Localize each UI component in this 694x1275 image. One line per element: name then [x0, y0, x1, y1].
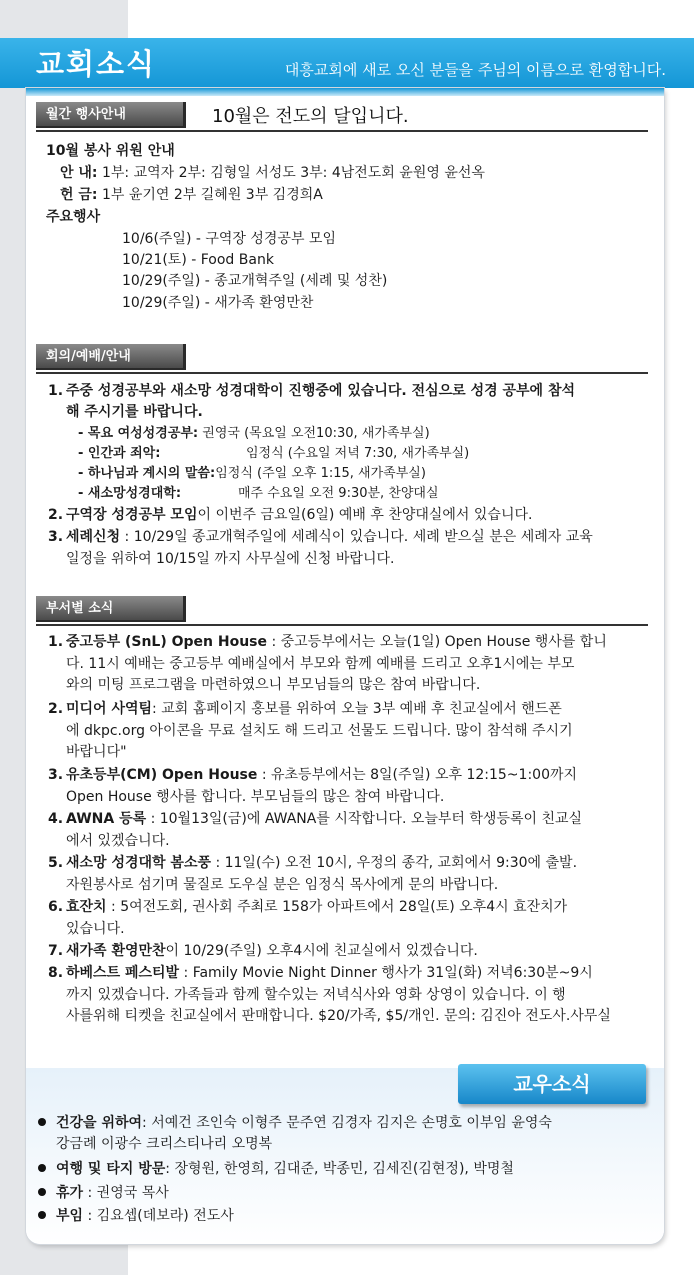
dept-news-item: 6. 효잔치 : 5여전도회, 권사회 주최로 158가 아파트에서 28일(토) 오후4시 효잔치가 [48, 899, 568, 915]
monthly-section-header [36, 102, 648, 130]
dept-news-item-cont: 자원봉사로 섬기며 물질로 도우실 분은 임정식 목사에게 문의 바랍니다. [66, 876, 499, 893]
dept-news-item: 8. 하베스트 페스티발 : Family Movie Night Dinner 행사가 31일(화) 저녁6:30분~9시 [48, 965, 593, 981]
dept-news-item-cont: 까지 있겠습니다. 가족들과 함께 할수있는 저녁식사와 영화 상영이 있습니다. 이 행 [66, 986, 566, 1003]
event-item: 10/29(주일) - 새가족 환영만찬 [122, 295, 314, 311]
study-sub-item: - 인간과 죄악: 임정식 (수요일 저녁 7:30, 새가족부실) [78, 446, 470, 461]
dept-news-item-cont: 바랍니다" [66, 744, 127, 760]
dept-news-item-cont: 있습니다. [66, 920, 125, 937]
usher-row [60, 162, 485, 182]
meeting-tab: 회의/예배/안내 [36, 344, 186, 370]
dept-news-item: 7. 새가족 환영만찬이 10/29(주일) 오후4시에 친교실에서 있겠습니다. [48, 943, 478, 959]
dept-news-item: 2. 미디어 사역팀: 교회 홈페이지 홍보를 위하여 오늘 3부 예배 후 친교실에서 핸드폰 [48, 701, 562, 717]
bullet-icon [38, 1118, 46, 1126]
dept-news-item: 4. AWNA 등록 : 10월13일(금)에 AWANA를 시작합니다. 오늘부터 학생등록이 친교실 [48, 811, 583, 827]
section-divider [36, 130, 648, 132]
offering-text: 1부 윤기연 2부 길혜원 3부 김경희A [101, 187, 323, 203]
bullet-icon [38, 1164, 46, 1172]
header-banner [0, 38, 694, 88]
monthly-headline: 10월은 전도의 달입니다. [212, 106, 409, 127]
welcome-subtitle: 대흥교회에 새로 오신 분들을 주님의 이름으로 환영합니다. [284, 61, 666, 79]
dept-news-item-cont: 다. 11시 예배는 중고등부 예배실에서 부모와 함께 예배를 드리고 오후1시에는 부모 [66, 655, 575, 672]
event-item: 10/6(주일) - 구역장 성경공부 모임 [122, 231, 336, 247]
news-card [26, 88, 664, 1244]
dept-news-item: 1. 중고등부 (SnL) Open House : 중고등부에서는 오늘(1일) Open House 행사를 합니 [48, 634, 607, 650]
events-title: 주요행사 [46, 209, 101, 225]
member-news-item: 부임 : 김요셉(데보라) 전도사 [38, 1205, 234, 1225]
card-top-bar [26, 88, 664, 96]
dept-news-item-cont: 에서 있겠습니다. [66, 832, 170, 849]
member-news-item-cont: 강금례 이광수 크리스티나리 오명복 [56, 1136, 273, 1152]
meeting-item-3: 3. 세례신청 : 10/29일 종교개혁주일에 세례식이 있습니다. 세례 받으실 분은 세례자 교육 [48, 529, 593, 545]
page-title: 교회소식 [36, 47, 157, 81]
study-sub-item: - 새소망성경대학: 매주 수요일 오전 9:30분, 찬양대실 [78, 486, 439, 501]
bullet-icon [38, 1211, 46, 1219]
offering-label: 헌 금: [60, 187, 98, 203]
study-sub-item: - 목요 여성성경공부: 권영국 (목요일 오전10:30, 새가족부실) [78, 426, 430, 441]
study-sub-item: - 하나님과 계시의 말씀:임정식 (주일 오후 1:15, 새가족부실) [78, 466, 426, 481]
bullet-icon [38, 1188, 46, 1196]
meeting-item-1-cont: 해 주시기를 바랍니다. [66, 404, 203, 420]
event-item: 10/29(주일) - 종교개혁주일 (세례 및 성찬) [122, 273, 388, 289]
member-news-item: 여행 및 타지 방문: 장형원, 한영희, 김대준, 박종민, 김세진(김현정), 박명철 [38, 1158, 514, 1178]
offering-row [60, 184, 323, 204]
usher-text: 1부: 교역자 2부: 김형일 서성도 3부: 4남전도회 윤원영 윤선옥 [101, 165, 485, 181]
meeting-item-1: 1. 주중 성경공부와 새소망 성경대학이 진행중에 있습니다. 전심으로 성경 공부에 참석 [48, 383, 575, 399]
dept-news-item-cont: 와의 미팅 프로그램을 마련하였으니 부모님들의 많은 참여 바랍니다. [66, 677, 481, 693]
meeting-item-2: 2. 구역장 성경공부 모임이 이번주 금요일(6일) 예배 후 찬양대실에서 있습니다. [48, 507, 533, 523]
dept-tab: 부서별 소식 [36, 596, 186, 622]
section-divider [36, 372, 648, 374]
member-news-item: 건강을 위하여: 서예건 조인숙 이형주 문주연 김경자 김지은 손명호 이부임 윤영숙 [38, 1112, 552, 1132]
member-news-tab: 교우소식 [458, 1064, 646, 1104]
service-committee-title: 10월 봉사 위원 안내 [46, 143, 175, 159]
monthly-tab: 월간 행사안내 [36, 102, 186, 128]
event-item: 10/21(토) - Food Bank [122, 252, 274, 268]
meeting-item-3-cont: 일정을 위하여 10/15일 까지 사무실에 신청 바랍니다. [66, 551, 395, 567]
dept-news-item: 3. 유초등부(CM) Open House : 유초등부에서는 8일(주일) 오후 12:15~1:00까지 [48, 767, 578, 783]
section-divider [36, 624, 648, 626]
dept-news-item-cont: 사를위해 티켓을 친교실에서 판매합니다. $20/가족, $5/개인. 문의: 김진아 전도사.사무실 [66, 1008, 611, 1024]
meeting-section-header [36, 344, 648, 372]
dept-section-header [36, 596, 648, 624]
dept-news-item-cont: Open House 행사를 합니다. 부모님들의 많은 참여 바랍니다. [66, 788, 445, 805]
dept-news-item-cont: 에 dkpc.org 아이콘을 무료 설치도 해 드리고 선물도 드립니다. 많이 참석해 주시기 [66, 722, 573, 739]
member-news-item: 휴가 : 권영국 목사 [38, 1182, 169, 1202]
dept-news-item: 5. 새소망 성경대학 봄소풍 : 11일(수) 오전 10시, 우정의 종각, 교회에서 9:30에 출발. [48, 855, 578, 871]
usher-label: 안 내: [60, 165, 98, 181]
